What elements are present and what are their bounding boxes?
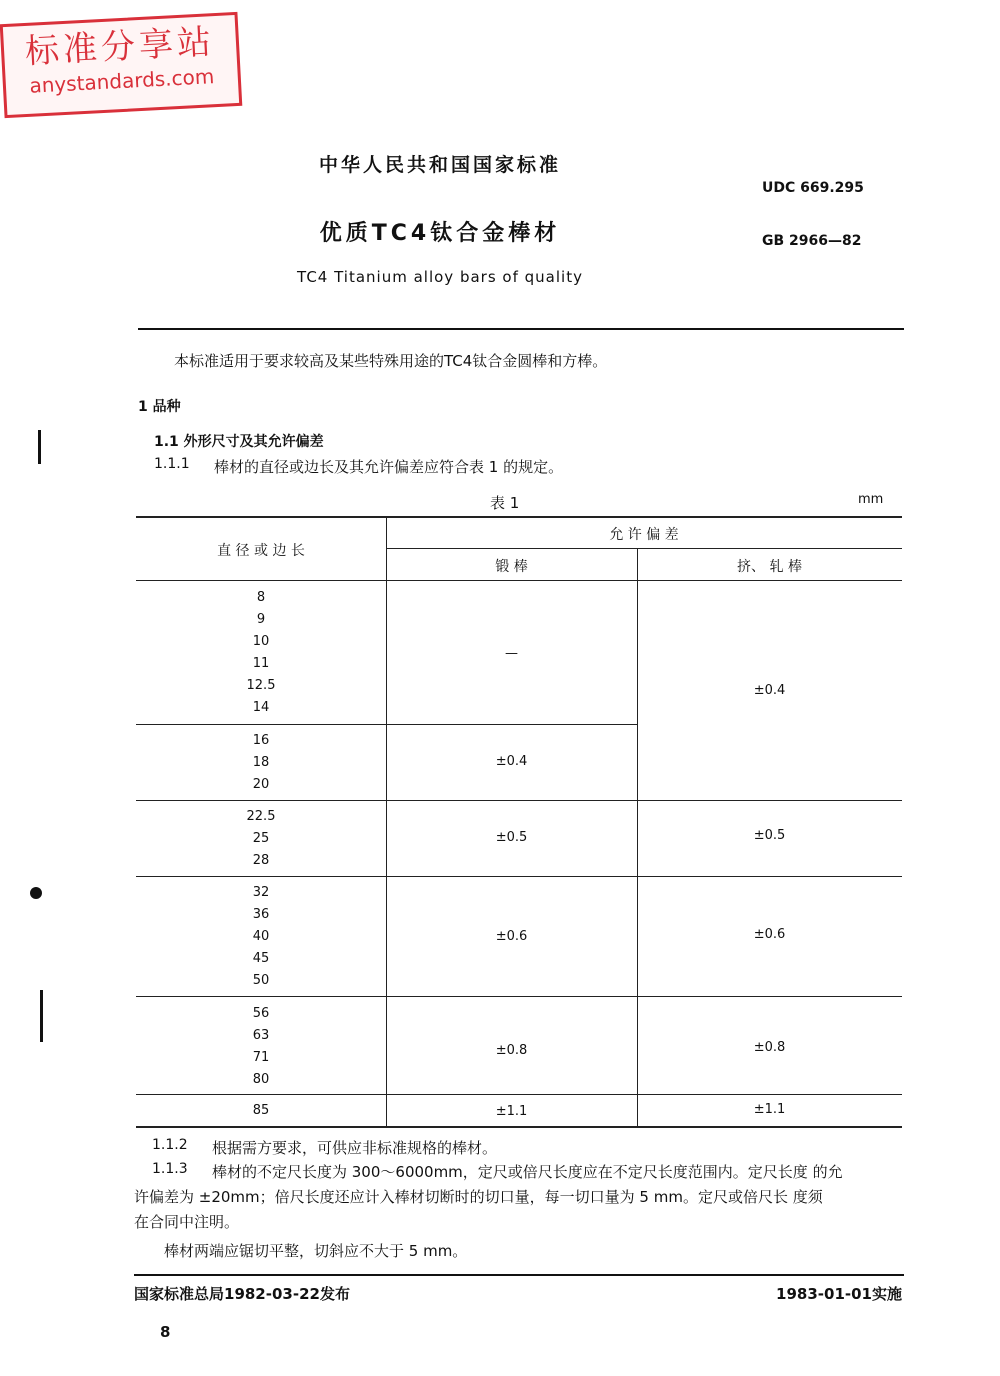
table-header-rule [136,580,902,581]
size-value: 36 [252,907,270,922]
forged-tolerance-4: ±0.6 [495,929,528,944]
section-1-1-heading: 1.1 外形尺寸及其允许偏差 [154,434,324,450]
table-col-divider-1 [386,518,387,1126]
ends-paragraph: 棒材两端应锯切平整，切斜应不大于 5 mm。 [164,1242,468,1260]
size-value: 28 [252,853,270,868]
size-group-1 [136,587,386,719]
section-1-1-3-line2: 许偏差为 ±20mm；倍尺长度还应计入棒材切断时的切口量，每一切口量为 5 mm。定尺或倍尺长 度须 [134,1188,823,1206]
binding-mark [38,430,41,464]
forged-tolerance-3: ±0.5 [495,830,528,845]
size-value: 12.5 [246,678,276,693]
udc-code: UDC 669.295 [762,180,864,196]
size-value: 32 [252,885,270,900]
col-header-rolled: 挤、 轧 棒 [737,559,802,575]
size-value: 63 [252,1028,270,1043]
table-caption: 表 1 [490,494,520,512]
section-1-1-3-line1: 棒材的不定尺长度为 300～6000mm，定尺或倍尺长度应在不定尺长度范围内。定尺长度 的允 [212,1163,843,1181]
watermark-stamp [0,12,242,118]
size-value: 8 [256,590,266,605]
size-value: 22.5 [246,809,276,824]
size-group-3 [136,806,386,872]
size-value: 14 [252,700,270,715]
size-group-6 [136,1100,386,1122]
size-value: 11 [252,656,270,671]
document-title-en: TC4 Titanium alloy bars of quality [297,268,583,286]
size-group-5 [136,1003,386,1091]
rolled-tolerance-1: ±0.4 [753,683,786,698]
table-subheader-rule [386,548,902,549]
size-value: 18 [252,755,270,770]
rolled-tolerance-3: ±0.5 [753,828,786,843]
size-value: 50 [252,973,270,988]
table-unit: mm [858,492,884,507]
size-value: 16 [252,733,270,748]
size-value: 56 [252,1006,270,1021]
table-row-rule-2 [136,800,902,801]
section-1-1-2-text: 根据需方要求，可供应非标准规格的棒材。 [212,1139,498,1157]
forged-tolerance-2: ±0.4 [495,754,528,769]
size-value: 9 [256,612,266,627]
size-value: 40 [252,929,270,944]
section-1-1-1-number: 1.1.1 [154,456,190,472]
section-1-1-3-line3: 在合同中注明。 [134,1213,240,1231]
size-value: 45 [252,951,270,966]
table-row-rule-1 [136,724,637,725]
footer-rule [134,1274,904,1276]
table-bottom-rule [136,1126,902,1128]
section-1-1-2-number: 1.1.2 [152,1137,188,1153]
national-standard-heading: 中华人民共和国国家标准 [318,154,561,176]
effective-date: 1983-01-01实施 [776,1285,902,1303]
size-value: 10 [252,634,270,649]
binding-mark [40,990,43,1042]
table-top-rule [136,516,902,518]
issued-by: 国家标准总局1982-03-22发布 [134,1285,350,1303]
section-1-heading: 1 品种 [138,399,181,415]
col-header-tolerance: 允 许 偏 差 [609,527,679,543]
table-row-rule-3 [136,876,902,877]
rolled-tolerance-6: ±1.1 [753,1102,786,1117]
rolled-tolerance-4: ±0.6 [753,927,786,942]
size-value: 25 [252,831,270,846]
section-1-1-1-text: 棒材的直径或边长及其允许偏差应符合表 1 的规定。 [214,458,564,476]
rolled-tolerance-5: ±0.8 [753,1040,786,1055]
forged-tolerance-6: ±1.1 [495,1104,528,1119]
size-value: 20 [252,777,270,792]
page-number: 8 [160,1323,171,1341]
size-value: 80 [252,1072,270,1087]
intro-paragraph: 本标准适用于要求较高及某些特殊用途的TC4钛合金圆棒和方棒。 [174,352,608,370]
document-title-cn: 优质TC4钛合金棒材 [319,221,561,246]
table-row-rule-5 [136,1094,902,1095]
watermark-en: anystandards.com [28,64,215,98]
table-row-rule-4 [136,996,902,997]
gb-number: GB 2966—82 [762,233,862,249]
section-1-1-3-number: 1.1.3 [152,1161,188,1177]
forged-tolerance-5: ±0.8 [495,1043,528,1058]
size-group-4 [136,882,386,992]
size-value: 71 [252,1050,270,1065]
col-header-size: 直 径 或 边 长 [217,543,305,559]
header-rule [138,328,904,330]
col-header-forged: 锻 棒 [495,559,528,575]
size-group-2 [136,730,386,796]
forged-tolerance-1: — [505,646,518,661]
size-value: 85 [252,1103,270,1118]
watermark-cn: 标准分享站 [24,22,216,72]
binding-hole [30,887,42,899]
